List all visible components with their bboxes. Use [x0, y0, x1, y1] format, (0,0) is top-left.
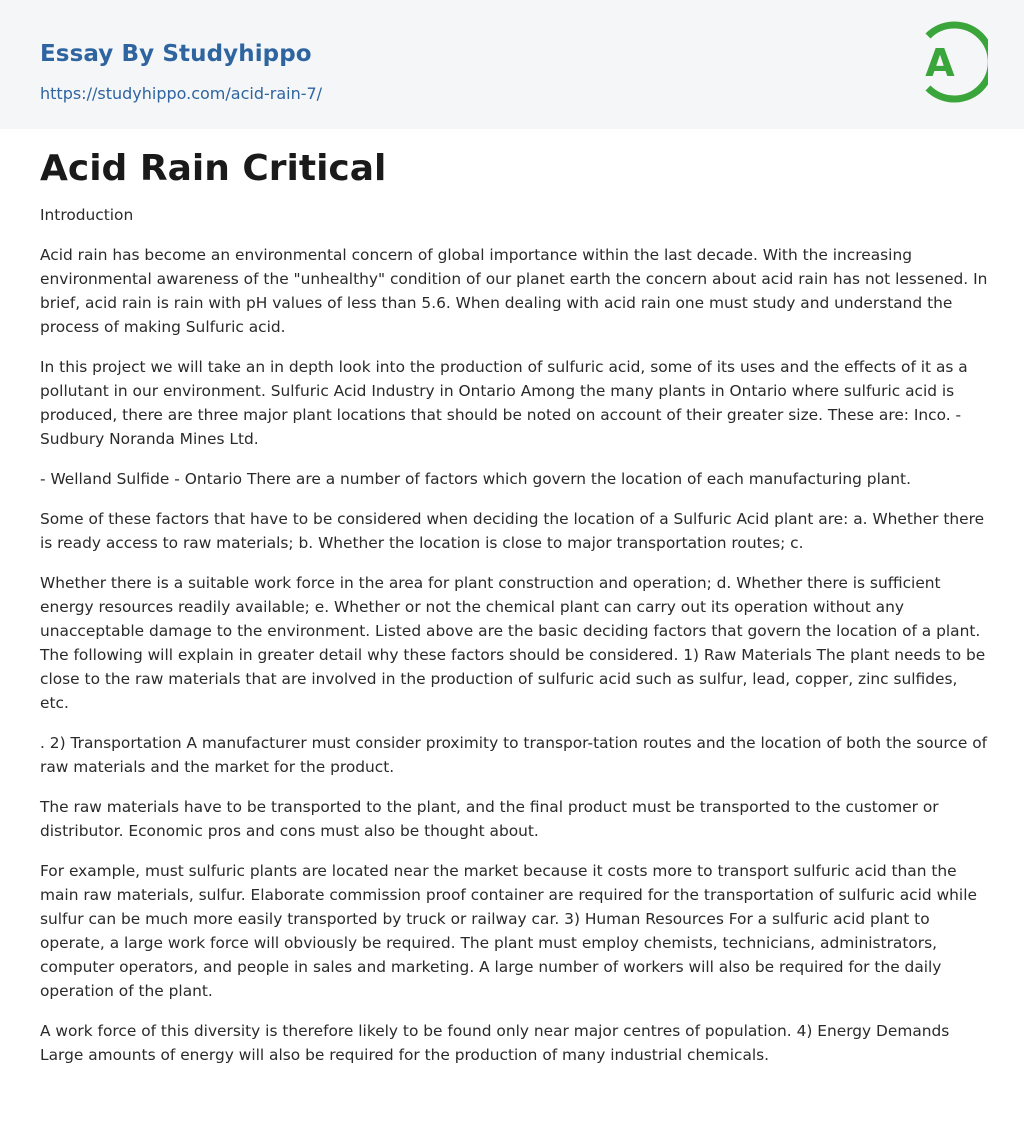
paragraph: In this project we will take an in depth look into the production of sulfuric acid, some of its uses and the effects of it as a pollutant in our environment. Sulfuric Acid Industry in Ontario Among the many plants in Ontario where sulfuric acid is produced, there are three major plant locations that should be noted on account of their greater size. These are: Inco. - Sudbury Noranda Mines Ltd.: [40, 358, 968, 448]
paragraph: Some of these factors that have to be considered when deciding the location of a Sulfuric Acid plant are: a. Whether there is ready access to raw materials; b. Whether the location is close to major transportation routes; c.: [40, 510, 985, 552]
paragraph: For example, must sulfuric plants are located near the market because it costs more to transport sulfuric acid than the main raw materials, sulfur. Elaborate commission proof container are required for the transportation of sulfuric acid while sulfur can be much more easily transported by truck or railway car. 3) Human Resources For a sulfuric acid plant to operate, a large work force will obviously be required. The plant must employ chemists, technicians, administrators, computer operators, and people in sales and marketing. A large number of workers will also be required for the daily operation of the plant.: [40, 862, 977, 1000]
paragraph: The raw materials have to be transported to the plant, and the final product must be transported to the customer or distributor. Economic pros and cons must also be thought about.: [40, 798, 939, 840]
paragraph: Whether there is a suitable work force in the area for plant construction and operation; d. Whether there is sufficient energy resources readily available; e. Whether or not the chemical plant can carry out its operation without any unacceptable damage to the environment. Listed above are the basic deciding factors that govern the location of a plant. The following will explain in greater detail why these factors should be considered. 1) Raw Materials The plant needs to be close to the raw materials that are involved in the production of sulfuric acid such as sulfur, lead, copper, zinc sulfides, etc.: [40, 574, 986, 712]
source-url-link[interactable]: https://studyhippo.com/acid-rain-7/: [40, 84, 323, 103]
brand-title[interactable]: Essay By Studyhippo: [40, 41, 312, 67]
paragraph: A work force of this diversity is therefore likely to be found only near major centres of population. 4) Energy Demands Large amounts of energy will also be required for the production of many industrial chemicals.: [40, 1022, 950, 1064]
studyhippo-logo-icon[interactable]: [912, 18, 988, 106]
essay-content: [40, 129, 990, 1067]
page-header: [0, 0, 1024, 129]
paragraph: Acid rain has become an environmental concern of global importance within the last decade. With the increasing environmental awareness of the "unhealthy" condition of our planet earth the concern about acid rain has not lessened. In brief, acid rain is rain with pH values of less than 5.6. When dealing with acid rain one must study and understand the process of making Sulfuric acid.: [40, 246, 988, 336]
paragraph: - Welland Sulfide - Ontario There are a number of factors which govern the location of each manufacturing plant.: [40, 470, 911, 488]
page-title: Acid Rain Critical: [40, 148, 387, 189]
paragraph: . 2) Transportation A manufacturer must consider proximity to transpor-tation routes and the location of both the source of raw materials and the market for the product.: [40, 734, 988, 776]
logo-letter: A: [925, 41, 955, 85]
section-heading-introduction: Introduction: [40, 206, 134, 224]
